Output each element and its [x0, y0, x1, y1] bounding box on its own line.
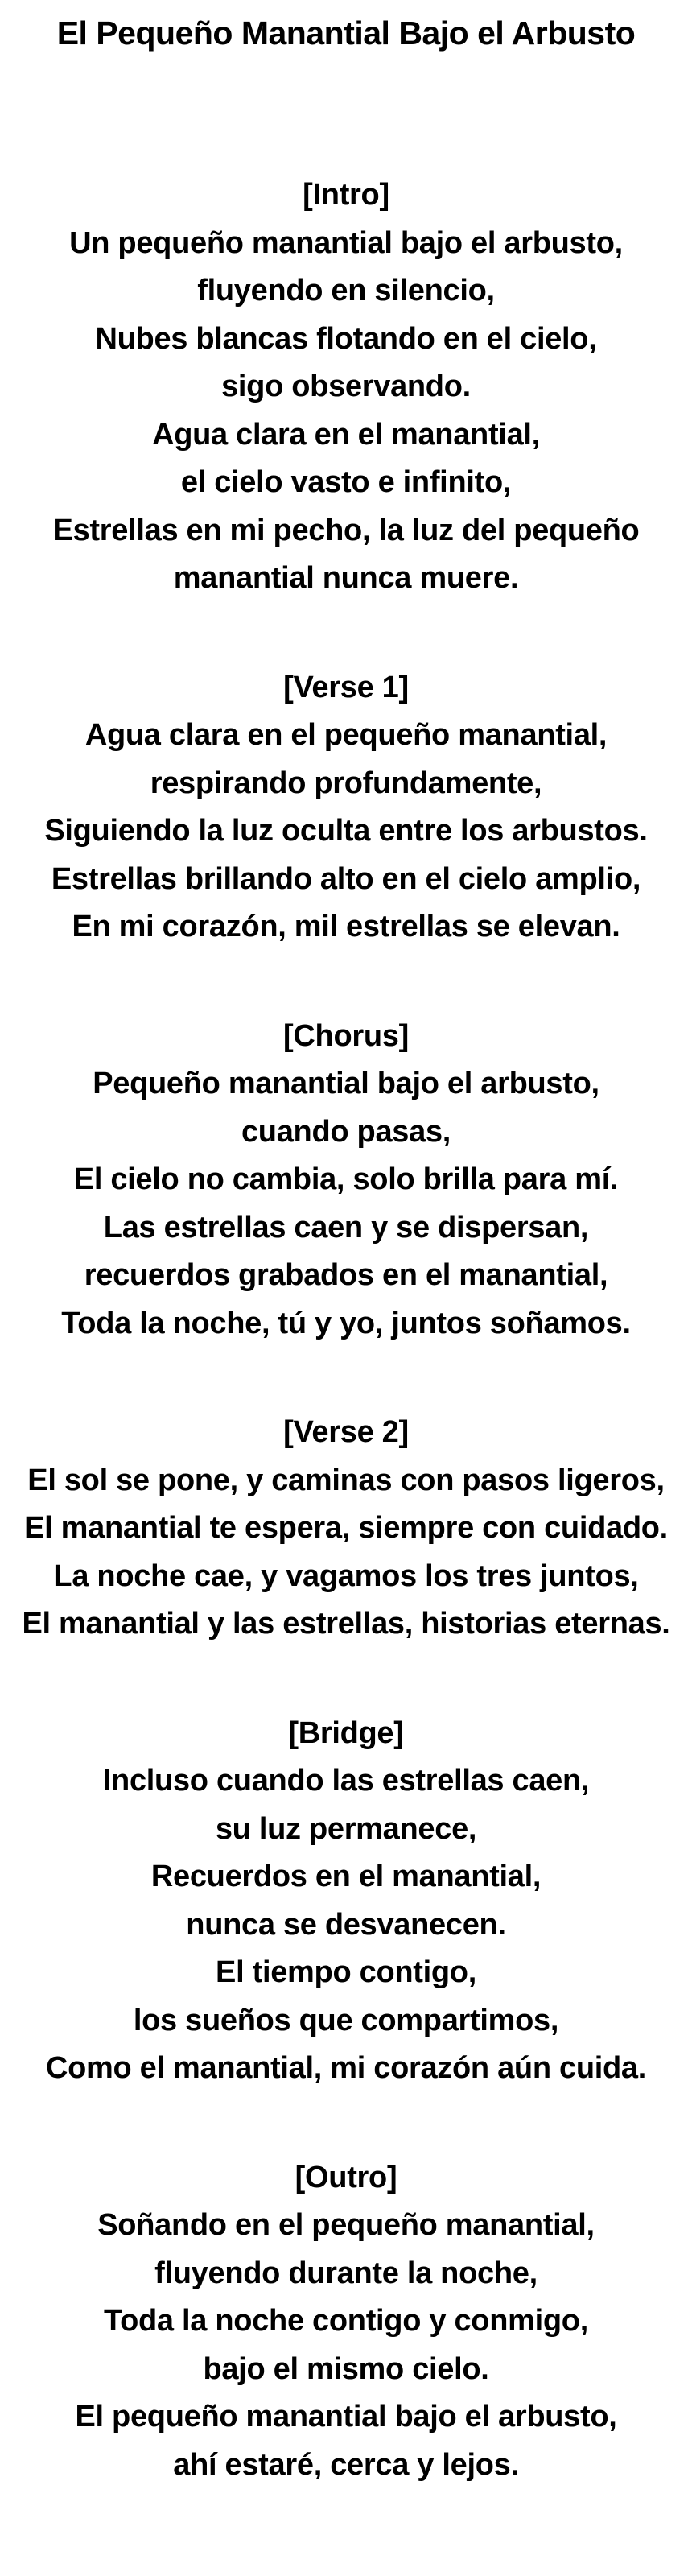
lyric-line: los sueños que compartimos,: [133, 2003, 559, 2037]
lyric-line: bajo el mismo cielo.: [203, 2351, 489, 2386]
section-label: [Verse 2]: [283, 1415, 409, 1449]
lyric-line: Nubes blancas flotando en el cielo,: [95, 321, 597, 356]
lyric-line: sigo observando.: [221, 369, 471, 403]
lyric-line: El pequeño manantial bajo el arbusto,: [75, 2400, 617, 2434]
section-label: [Bridge]: [288, 1715, 404, 1750]
lyric-line: Recuerdos en el manantial,: [150, 1860, 542, 1893]
lyric-line: Agua clara en el pequeño manantial,: [84, 718, 608, 752]
lyric-line: Soñando en el pequeño manantial,: [97, 2208, 595, 2242]
section-label: [Outro]: [295, 2160, 397, 2194]
lyrics-section: [0, 1409, 692, 1649]
lyric-line: Las estrellas caen y se dispersan,: [103, 1210, 589, 1245]
lyric-line: El manantial y las estrellas, historias eternas.: [22, 1607, 670, 1641]
lyric-line: La noche cae, y vagamos los tres juntos,: [53, 1558, 639, 1593]
lyric-line: cuando pasas,: [241, 1114, 451, 1149]
lyric-line: nunca se desvanecen.: [186, 1907, 506, 1942]
lyric-line: su luz permanece,: [215, 1811, 477, 1846]
lyric-line: fluyendo en silencio,: [197, 274, 495, 308]
lyric-line: Agua clara en el manantial,: [152, 417, 540, 452]
lyric-line: Un pequeño manantial bajo el arbusto,: [69, 225, 623, 260]
lyrics-section: [0, 2154, 692, 2490]
section-label: [Intro]: [303, 178, 389, 212]
lyric-line: Incluso cuando las estrellas caen,: [102, 1764, 590, 1798]
page-title: El Pequeño Manantial Bajo el Arbusto: [56, 14, 636, 52]
lyric-line: Toda la noche contigo y conmigo,: [104, 2304, 588, 2338]
lyrics-section: [0, 1710, 692, 2093]
lyrics-container: [0, 171, 692, 2489]
lyric-line: El tiempo contigo,: [216, 1955, 476, 1989]
lyric-line: El sol se pone, y caminas con pasos ligeros,: [27, 1463, 665, 1497]
lyric-line: Estrellas en mi pecho, la luz del pequeño: [52, 513, 640, 547]
lyric-line: Estrellas brillando alto en el cielo amplio,: [51, 861, 641, 896]
lyrics-section: [0, 664, 692, 952]
lyric-line: Como el manantial, mi corazón aún cuida.: [45, 2051, 647, 2085]
lyrics-section: [0, 171, 692, 603]
lyric-line: En mi corazón, mil estrellas se elevan.: [72, 910, 620, 943]
lyric-line: Pequeño manantial bajo el arbusto,: [93, 1067, 599, 1100]
section-label: [Verse 1]: [283, 670, 409, 704]
lyric-line: el cielo vasto e infinito,: [180, 465, 512, 499]
lyric-line: El cielo no cambia, solo brilla para mí.: [73, 1162, 619, 1196]
lyric-line: fluyendo durante la noche,: [154, 2256, 538, 2290]
lyric-line: recuerdos grabados en el manantial,: [84, 1258, 608, 1292]
lyric-line: ahí estaré, cerca y lejos.: [173, 2447, 519, 2482]
lyric-line: respirando profundamente,: [150, 766, 542, 800]
lyric-line: manantial nunca muere.: [173, 561, 519, 595]
lyrics-section: [0, 1013, 692, 1348]
lyric-line: El manantial te espera, siempre con cuidado.: [24, 1511, 668, 1545]
section-label: [Chorus]: [283, 1018, 409, 1053]
lyric-line: Toda la noche, tú y yo, juntos soñamos.: [61, 1306, 631, 1340]
lyric-line: Siguiendo la luz oculta entre los arbustos.: [44, 814, 648, 848]
